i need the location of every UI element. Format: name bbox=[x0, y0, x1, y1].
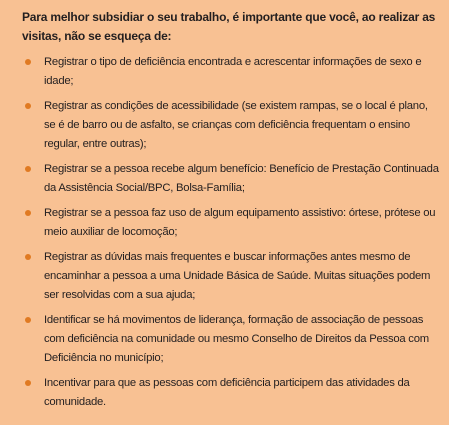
list-item bbox=[22, 204, 439, 242]
bullet-icon bbox=[25, 59, 31, 65]
list-item bbox=[22, 97, 439, 154]
bullet-icon bbox=[25, 103, 31, 109]
list-item-text: Identificar se há movimentos de liderança, formação de associação de pessoas com deficiência na comunidade ou mesmo Conselho de Direitos da Pessoa com Deficiência no município; bbox=[44, 314, 429, 364]
bullet-icon bbox=[25, 254, 31, 260]
intro-text: Para melhor subsidiar o seu trabalho, é importante que você, ao realizar as visitas, não se esqueça de: bbox=[22, 10, 436, 43]
list-item bbox=[22, 374, 439, 412]
list-item-text: Registrar as condições de acessibilidade (se existem rampas, se o local é plano, se é de barro ou de asfalto, se crianças com deficiência frequentam o ensino regular, entre outras); bbox=[44, 100, 428, 150]
bullet-icon bbox=[25, 317, 31, 323]
list-item-text: Registrar se a pessoa faz uso de algum equipamento assistivo: órtese, prótese ou meio auxiliar de locomoção; bbox=[44, 207, 436, 238]
list-item bbox=[22, 248, 439, 305]
list-item-text: Registrar as dúvidas mais frequentes e buscar informações antes mesmo de encaminhar a pessoa a uma Unidade Básica de Saúde. Muitas situações podem ser resolvidas com a sua ajuda; bbox=[44, 251, 431, 301]
bullet-icon bbox=[25, 166, 31, 172]
list-item-text: Registrar o tipo de deficiência encontrada e acrescentar informações de sexo e idade; bbox=[44, 56, 422, 87]
list-item-text: Registrar se a pessoa recebe algum benefício: Benefício de Prestação Continuada da Assistência Social/BPC, Bolsa-Família; bbox=[44, 163, 439, 194]
bullet-icon bbox=[25, 380, 31, 386]
list-item bbox=[22, 311, 439, 368]
list-item bbox=[22, 160, 439, 198]
list-item-text: Incentivar para que as pessoas com deficiência participem das atividades da comunidade. bbox=[44, 377, 410, 408]
checklist bbox=[22, 53, 439, 412]
list-item bbox=[22, 53, 439, 91]
bullet-icon bbox=[25, 210, 31, 216]
